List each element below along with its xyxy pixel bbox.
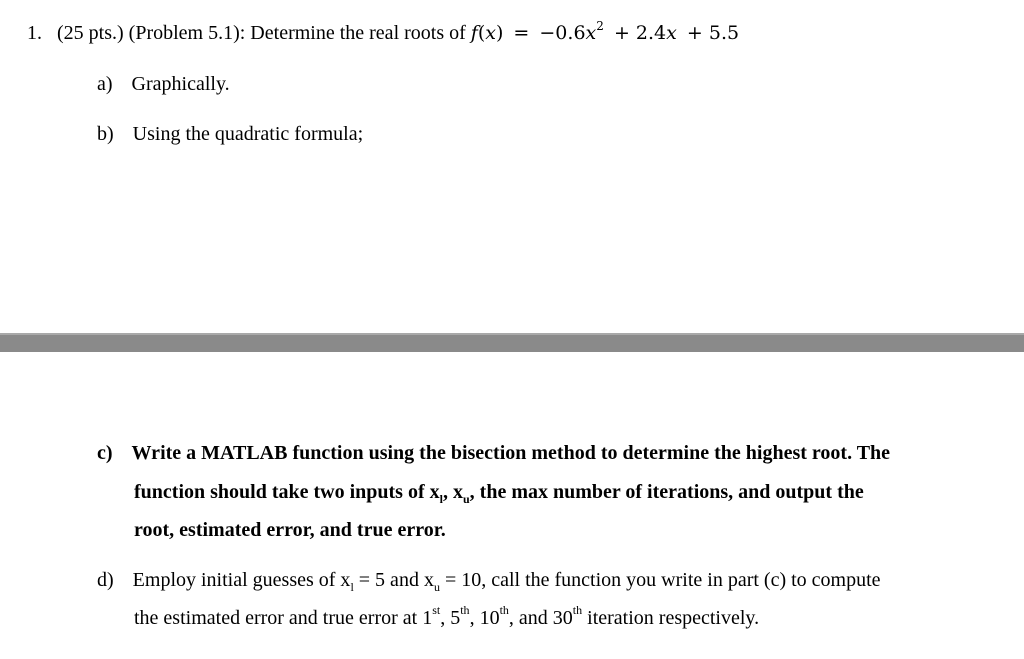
function-expression: $f(x) = -0.6x^2 + 2.4x + 5.5$ <box>470 18 740 44</box>
part-d-label: d) <box>97 569 114 591</box>
part-d-text-1: Employ initial guesses of $x_l = 5$ and $x_u = 10$, call the function you write in part (c) to compute <box>132 569 881 594</box>
part-d-line-1 <box>97 569 881 592</box>
part-c-line-2: function should take two inputs of $x_l$, $x_u$, the max number of iterations, and output the <box>134 481 864 506</box>
part-c-line-3: root, estimated error, and true error. <box>134 519 446 541</box>
part-c-label: c) <box>97 442 113 464</box>
part-c-text-1: Write a MATLAB function using the bisection method to determine the highest root. The <box>131 442 891 464</box>
part-d-line-2: the estimated error and true error at 1st, 5th, 10th, and 30th iteration respectively. <box>134 603 760 629</box>
page-divider <box>0 333 1024 352</box>
part-a-label: a) <box>97 73 113 95</box>
part-a <box>97 73 230 96</box>
part-c-line-1 <box>97 442 890 465</box>
problem-header <box>27 18 740 45</box>
part-b-label: b) <box>97 123 114 145</box>
problem-number: 1. <box>27 22 42 44</box>
part-a-text: Graphically. <box>131 73 230 95</box>
problem-title: (25 pts.) (Problem 5.1): Determine the real roots of <box>57 22 466 44</box>
part-b-text: Using the quadratic formula; <box>132 123 364 145</box>
part-b <box>97 123 363 146</box>
